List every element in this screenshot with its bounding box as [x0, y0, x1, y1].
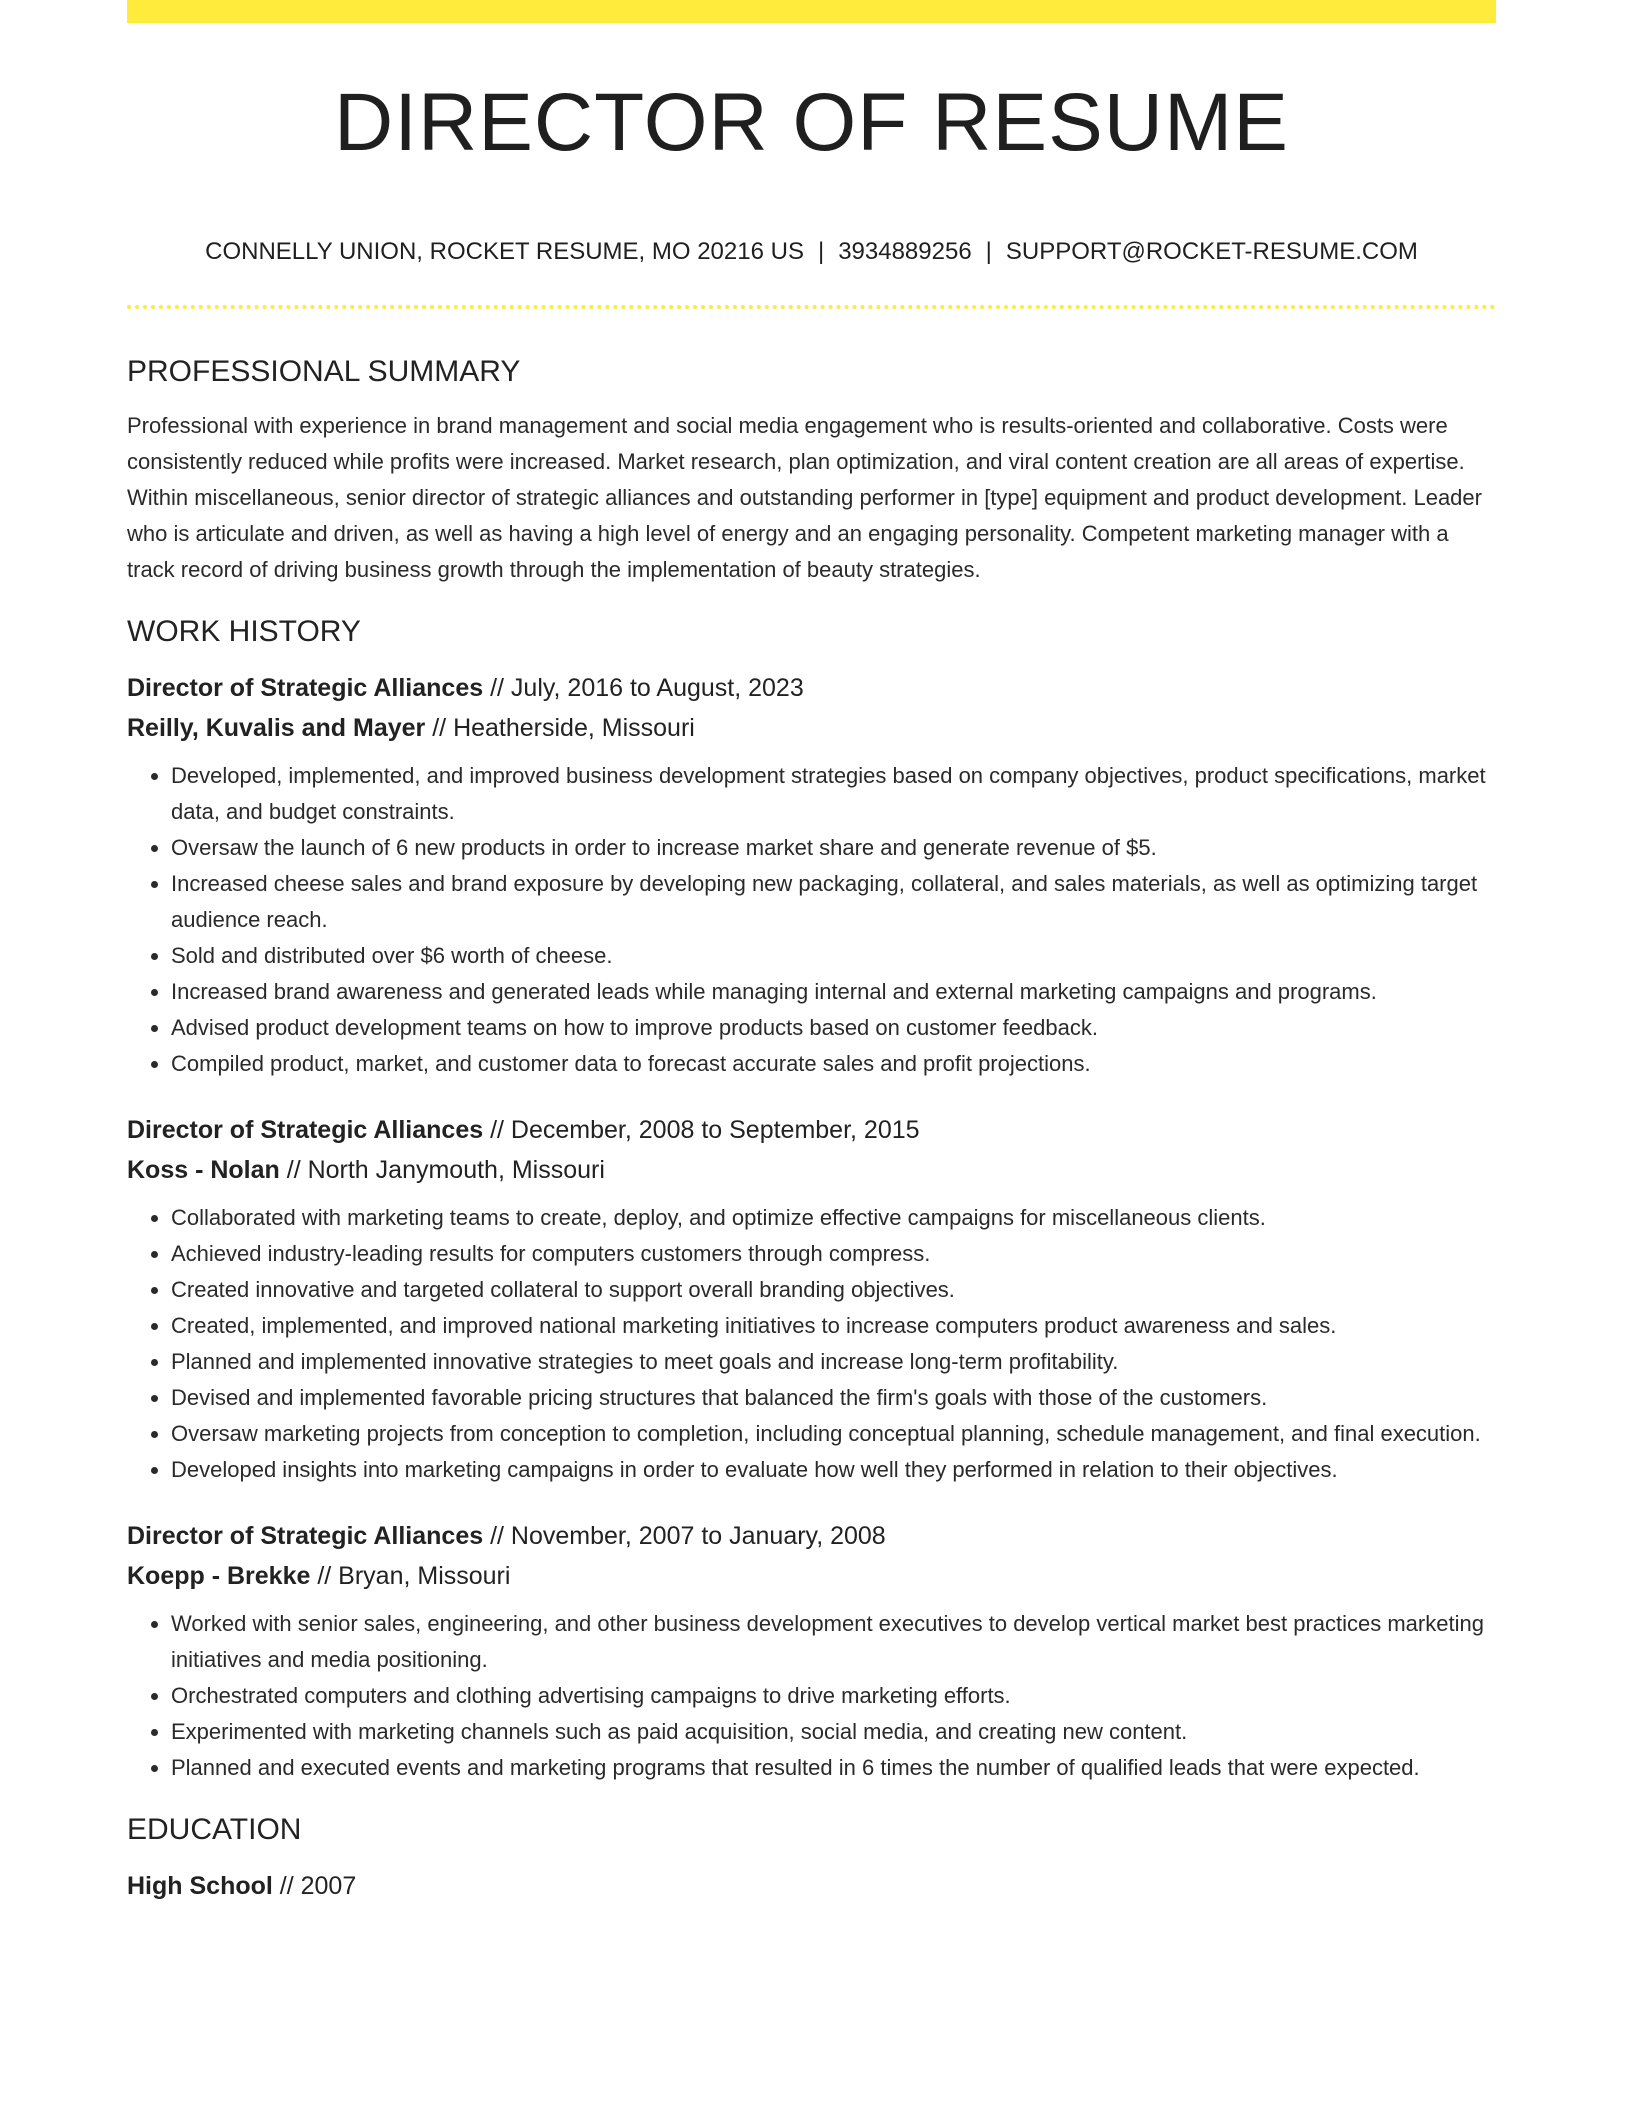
summary-section	[127, 352, 1496, 588]
list-item: • Planned and executed events and marketing programs that resulted in 6 times the number of qualified leads that were expected.	[171, 1750, 1496, 1786]
job-location: // Bryan, Missouri	[310, 1562, 511, 1590]
job-location: // Heatherside, Missouri	[425, 714, 695, 742]
job-entry	[127, 668, 1496, 1082]
job-title-line	[127, 1110, 1496, 1150]
education-heading: EDUCATION	[127, 1813, 302, 1846]
contact-phone: 3934889256	[838, 238, 972, 265]
contact-email: SUPPORT@ROCKET-RESUME.COM	[1005, 238, 1418, 265]
job-entry	[127, 1516, 1496, 1786]
job-title-line	[127, 1516, 1496, 1556]
list-item: • Oversaw the launch of 6 new products in order to increase market share and generate revenue of $5.	[171, 830, 1496, 866]
job-company: Reilly, Kuvalis and Mayer	[127, 714, 426, 742]
resume-body	[127, 352, 1496, 1906]
job-title-line	[127, 668, 1496, 708]
job-company: Koepp - Brekke	[127, 1562, 311, 1590]
list-item: • Achieved industry-leading results for computers customers through compress.	[171, 1236, 1496, 1272]
contact-separator: |	[985, 238, 992, 265]
job-bullets	[127, 1200, 1496, 1488]
list-item: • Orchestrated computers and clothing advertising campaigns to drive marketing efforts.	[171, 1678, 1496, 1714]
job-entry	[127, 1110, 1496, 1488]
list-item: • Developed insights into marketing campaigns in order to evaluate how well they performed in relation to their objectives.	[171, 1452, 1496, 1488]
work-history-heading: WORK HISTORY	[127, 615, 361, 648]
job-company-line	[127, 708, 1496, 748]
job-company: Koss - Nolan	[127, 1156, 280, 1184]
list-item: • Devised and implemented favorable pricing structures that balanced the firm's goals with those of the customers.	[171, 1380, 1496, 1416]
contact-address: CONNELLY UNION, ROCKET RESUME, MO 20216 US	[205, 238, 804, 265]
job-company-line	[127, 1556, 1496, 1596]
job-title: Director of Strategic Alliances	[127, 1116, 484, 1144]
education-section	[127, 1810, 1496, 1906]
list-item: • Planned and implemented innovative strategies to meet goals and increase long-term profitability.	[171, 1344, 1496, 1380]
job-location: // North Janymouth, Missouri	[279, 1156, 605, 1184]
job-bullets	[127, 1606, 1496, 1786]
contact-separator: |	[817, 238, 825, 265]
contact-line	[127, 236, 1496, 268]
list-item: • Increased cheese sales and brand exposure by developing new packaging, collateral, and sales materials, as well as optimizing target audience reach.	[171, 866, 1496, 938]
list-item: • Oversaw marketing projects from conception to completion, including conceptual planning, schedule management, and final execution.	[171, 1416, 1496, 1452]
summary-heading: PROFESSIONAL SUMMARY	[127, 355, 521, 388]
list-item: • Created, implemented, and improved national marketing initiatives to increase computers product awareness and sales.	[171, 1308, 1496, 1344]
list-item: • Increased brand awareness and generated leads while managing internal and external marketing campaigns and programs.	[171, 974, 1496, 1010]
job-title: Director of Strategic Alliances	[127, 674, 484, 702]
education-degree: High School	[127, 1872, 273, 1900]
education-line	[127, 1866, 1496, 1906]
summary-text: Professional with experience in brand management and social media engagement who is results-oriented and collaborative. Costs were consistently reduced while profits were increased. Market research, plan optimization, and viral content creation are all areas of expertise. Within miscellaneous, senior director of strategic alliances and outstanding performer in [type] equipment and product development. Leader who is articulate and driven, as well as having a high level of energy and an engaging personality. Competent marketing manager with a track record of driving business growth through the implementation of beauty strategies.	[127, 413, 1482, 582]
job-dates: // December, 2008 to September, 2015	[483, 1116, 920, 1144]
education-entry	[127, 1866, 1496, 1906]
work-history-section	[127, 612, 1496, 1786]
page-title: DIRECTOR OF RESUME	[334, 77, 1289, 168]
job-dates: // July, 2016 to August, 2023	[483, 674, 804, 702]
list-item: • Experimented with marketing channels such as paid acquisition, social media, and creating new content.	[171, 1714, 1496, 1750]
list-item: • Developed, implemented, and improved business development strategies based on company objectives, product specifications, market data, and budget constraints.	[171, 758, 1496, 830]
list-item: • Sold and distributed over $6 worth of cheese.	[171, 938, 1496, 974]
list-item: • Worked with senior sales, engineering, and other business development executives to develop vertical market best practices marketing initiatives and media positioning.	[171, 1606, 1496, 1678]
accent-top-bar	[127, 0, 1496, 23]
job-company-line	[127, 1150, 1496, 1190]
job-title: Director of Strategic Alliances	[127, 1522, 484, 1550]
list-item: • Compiled product, market, and customer data to forecast accurate sales and profit projections.	[171, 1046, 1496, 1082]
list-item: • Created innovative and targeted collateral to support overall branding objectives.	[171, 1272, 1496, 1308]
dotted-divider	[127, 305, 1496, 309]
job-bullets	[127, 758, 1496, 1082]
job-dates: // November, 2007 to January, 2008	[483, 1522, 886, 1550]
list-item: • Collaborated with marketing teams to create, deploy, and optimize effective campaigns for miscellaneous clients.	[171, 1200, 1496, 1236]
education-year: // 2007	[272, 1872, 357, 1900]
list-item: • Advised product development teams on how to improve products based on customer feedback.	[171, 1010, 1496, 1046]
